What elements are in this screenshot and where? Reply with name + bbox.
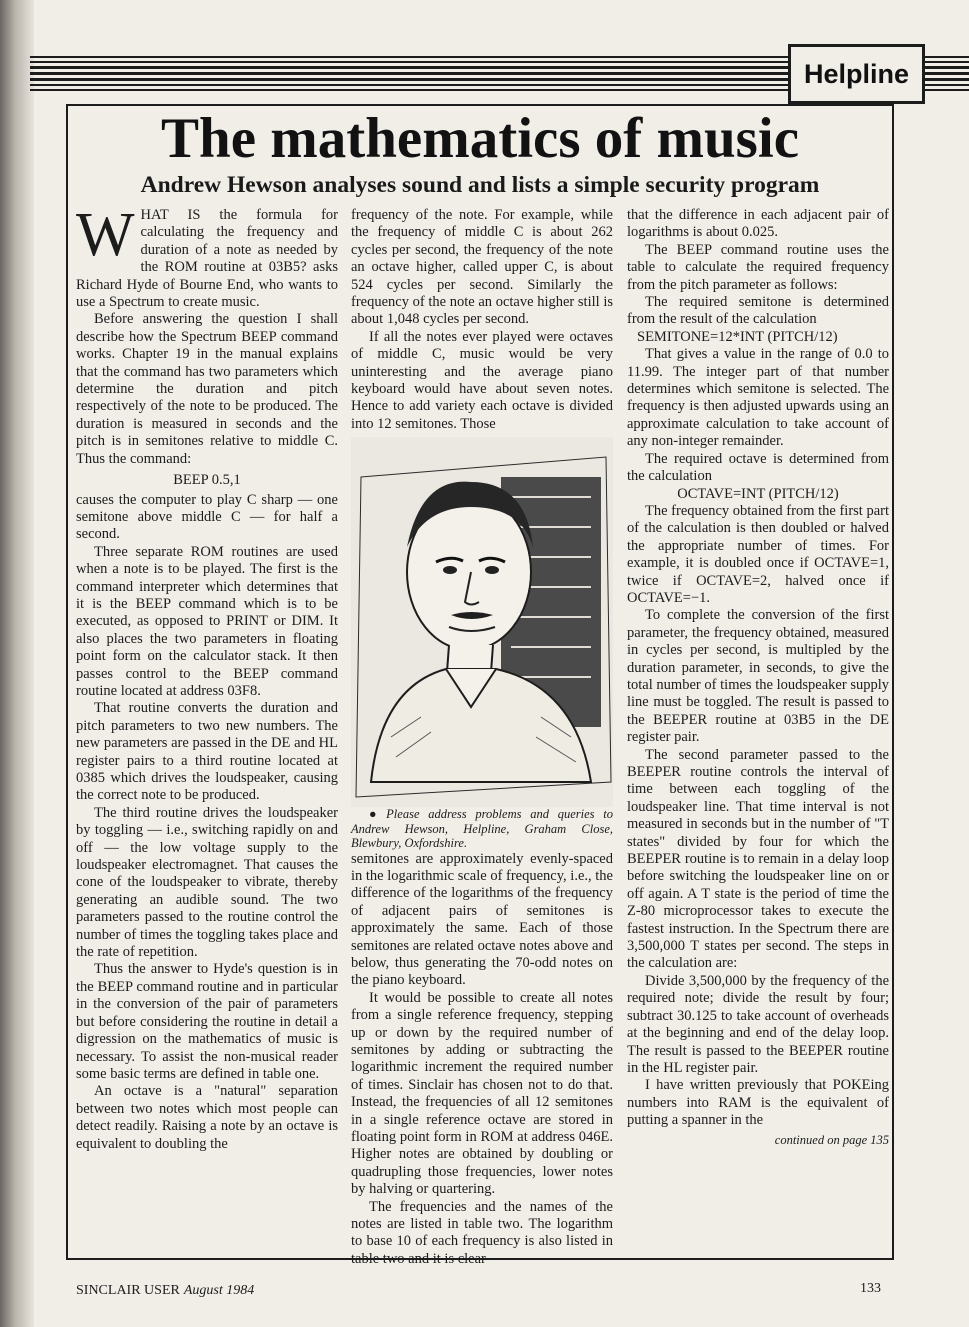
paragraph: The required octave is determined from the calculation — [627, 450, 889, 485]
image-caption: ● Please address problems and queries to Andrew Hewson, Helpline, Graham Close, Blewbury, Oxfordshire. — [351, 807, 613, 851]
paragraph: If all the notes ever played were octaves of middle C, music would be very uninteresting and the average piano keyboard would have about seven notes. Hence to add variety each octave is divided into 12 semitones. Those — [351, 328, 613, 432]
paragraph: frequency of the note. For example, while the frequency of middle C is about 262 cycles per second, the frequency of the note an octave higher, called upper C, is about 524 cycles per second. Similarly the frequency of the note an octave higher still is about 1,048 cycles per second. — [351, 207, 613, 328]
paragraph: An octave is a "natural" separation between two notes which most people can detect readily. Raising a note by an octave is equivalent to doubling the — [76, 1083, 338, 1152]
paragraph: Thus the answer to Hyde's question is in the BEEP command routine and in particular in the conversion of the pair of parameters but before considering the routine in detail a digression on the mathematics of music is necessary. To assist the non-musical reader some basic terms are defined in table one. — [76, 961, 338, 1082]
paragraph: To complete the conversion of the first parameter, the frequency obtained, measured in cycles per second, is multipled by the duration parameter, in seconds, to give the total number of times the loudspeaker supply line must be toggled. The result is passed to the BEEPER routine at 03B5 in the DE register pair. — [627, 607, 889, 746]
article-subtitle: Andrew Hewson analyses sound and lists a simple security program — [140, 172, 820, 198]
paragraph: The BEEP command routine uses the table to calculate the required frequency from the pitch parameter as follows: — [627, 241, 889, 293]
publication-name: SINCLAIR USER — [76, 1283, 180, 1298]
code-line: OCTAVE=INT (PITCH/12) — [677, 485, 839, 502]
paragraph: Divide 3,500,000 by the frequency of the required note; divide the result by four; subtract 30.125 to take account of overheads at the beginning and end of the delay loop. The result is passed to the BEEPER routine in the HL register pair. — [627, 972, 889, 1076]
paragraph: that the difference in each adjacent pair of logarithms is about 0.025. — [627, 207, 889, 241]
paragraph: The required semitone is determined from the result of the calculation — [627, 294, 889, 328]
code-line: SEMITONE=12*INT (PITCH/12) — [637, 328, 838, 345]
section-label: Helpline — [788, 44, 925, 104]
paragraph: That gives a value in the range of 0.0 to 11.99. The integer part of that number determines which semitone is selected. The frequency is then adjusted upwards using an approximate calculation to take account of any non-integer remainder. — [627, 346, 889, 450]
drop-cap: W — [76, 201, 135, 269]
footer-publication — [76, 1283, 254, 1299]
issue-date: August 1984 — [183, 1283, 255, 1298]
article-column-2 — [351, 207, 613, 1268]
paragraph: semitones are approximately evenly-spaced in the logarithmic scale of frequency, i.e., the difference of the logarithms of the frequency of adjacent pairs of semitones is approximately the same. Each of those semitones are related octave notes above and below, thus generating the 70-odd notes on the piano keyboard. — [351, 850, 613, 989]
article-title: The mathematics of music — [161, 107, 799, 170]
paragraph: The second parameter passed to the BEEPER routine controls the interval of time between each toggling of the loudspeaker line. That time interval is not measured in seconds but in the number of "T states" divided by four for which the BEEPER routine is to remain in a delay loop before switching the loudspeaker line on or off again. A T state is the period of time the Z-80 microprocessor takes to execute the fastest instruction. In the Spectrum there are 3,500,000 T states per second. The steps in the calculation are: — [627, 746, 889, 972]
paragraph: Three separate ROM routines are used when a note is to be played. The first is the command interpreter which determines that it is the BEEP command which is to be executed, as opposed to PRINT or DIM. It also places the two parameters in floating point form on the calculator stack. It then passes control to the BEEP command routine located at address 03F8. — [76, 543, 338, 699]
paragraph: It would be possible to create all notes from a single reference frequency, stepping up or down by the required number of semitones by adding or subtracting the logarithmic increment the required number of times. Sinclair has chosen not to do that. Instead, the frequencies of all 12 semitones in a single reference octave are stored in floating point form in ROM at address 046E. Higher notes are obtained by doubling or quadrupling those frequencies, lower notes by halving or quartering. — [351, 989, 613, 1198]
page-number: 133 — [860, 1281, 881, 1296]
paragraph: That routine converts the duration and pitch parameters to two new numbers. The new parameters are passed in the DE and HL register pairs to a third routine located at 0385 which drives the loudspeaker, causing the correct note to be produced. — [76, 700, 338, 804]
bullet-icon: ● — [369, 807, 383, 822]
paragraph: The frequencies and the names of the notes are listed in table two. The logarithm to base 10 of each frequency is also listed in table two and it is clear — [351, 1198, 613, 1267]
page-binding-shadow — [0, 0, 34, 1327]
paragraph: The third routine drives the loudspeaker by toggling — i.e., switching rapidly on and off — the low voltage supply to the loudspeaker electromagnet. That causes the cone of the loudspeaker to vibrate, thereby generating an audible sound. The two parameters passed to the routine control the number of times the toggling takes place and the rate of repetition. — [76, 804, 338, 961]
article-column-3 — [627, 207, 889, 1149]
paragraph: I have written previously that POKEing numbers into RAM is the equivalent of putting a spanner in the — [627, 1077, 889, 1129]
paragraph: causes the computer to play C sharp — one semitone above middle C — for half a second. — [76, 491, 338, 543]
article-column-1 — [76, 201, 338, 1153]
author-portrait-illustration — [351, 437, 613, 807]
continued-note: continued on page 135 — [774, 1132, 889, 1147]
paragraph: Before answering the question I shall describe how the Spectrum BEEP command works. Chapter 19 in the manual explains that the command has two parameters which determine the duration and pitch respectively of the note to be produced. The duration is measured in seconds and the pitch is in semitones relative to middle C. Thus the command: — [76, 311, 338, 467]
code-line: BEEP 0.5,1 — [173, 472, 241, 489]
opening-paragraph: WHAT IS the formula for calculating the frequency and duration of a note as needed by the ROM routine at 03B5? asks Richard Hyde of Bourne End, who wants to use a Spectrum to create music. — [76, 201, 338, 311]
paragraph: The frequency obtained from the first part of the calculation is then doubled or halved the appropriate number of times. For example, it is doubled once if OCTAVE=1, twice if OCTAVE=2, halved once if OCTAVE=−1. — [627, 502, 889, 606]
